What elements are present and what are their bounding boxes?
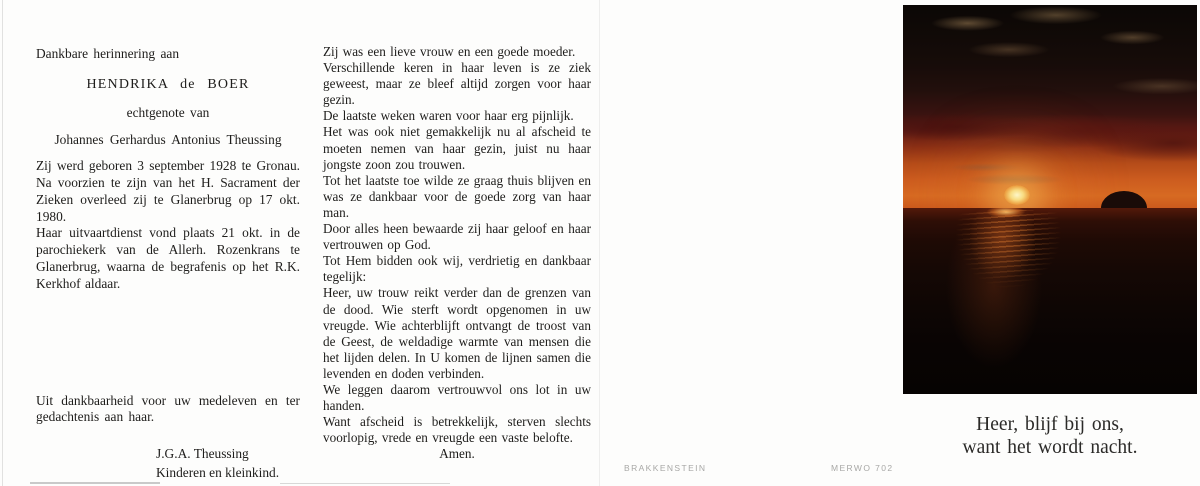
card-fold-seam	[599, 0, 600, 486]
deceased-name: HENDRIKA de BOER	[86, 76, 250, 92]
amen-line: Amen.	[439, 446, 475, 462]
memorial-paragraph: Verschillende keren in haar leven is ze ziek geweest, maar ze bleef altijd zorgen voor haar gezin.	[323, 60, 591, 108]
sun-reflection	[944, 210, 1067, 340]
print-code: MERWO 702	[831, 463, 894, 473]
funeral-paragraph: Haar uitvaartdienst vond plaats 21 okt. in de parochiekerk van de Allerh. Rozenkrans te Glanerbrug, waarna de begrafenis op het R.K. Kerkhof aldaar.	[36, 225, 300, 291]
scan-smudge	[280, 483, 450, 484]
remembrance-intro: Dankbare herinnering aan	[36, 46, 180, 61]
relation-label: echtgenote van	[126, 104, 210, 120]
memorial-left-panel	[36, 46, 300, 482]
sunset-photo	[903, 5, 1197, 394]
setting-sun	[1004, 185, 1030, 205]
memorial-paragraph: Zij was een lieve vrouw en een goede moeder.	[323, 44, 576, 59]
caption-line-2: want het wordt nacht.	[962, 437, 1138, 458]
prayer-paragraph: Heer, uw trouw reikt verder dan de grenzen van de dood. Wie sterft wordt opgenomen in uw vreugde. Wie achterblijft ontvangt de troost van de Geest, de weldadige warmte van mensen die het lijden delen. In U komen de lijnen samen die levenden en doden verbinden.	[323, 285, 591, 381]
spouse-name: Johannes Gerhardus Antonius Theussing	[54, 132, 282, 148]
memorial-paragraph: Tot Hem bidden ook wij, verdrietig en dankbaar tegelijk:	[323, 253, 591, 285]
scan-edge-line	[2, 0, 3, 486]
memorial-paragraph: De laatste weken waren voor haar erg pijnlijk.	[323, 108, 574, 124]
prayer-paragraph: We leggen daarom vertrouwvol ons lot in uw handen.	[323, 381, 591, 414]
caption-line-1: Heer, blijf bij ons,	[976, 414, 1124, 435]
thanks-paragraph: Uit dankbaarheid voor uw medeleven en ter gedachtenis aan haar.	[36, 392, 300, 425]
memorial-paragraph: Tot het laatste toe wilde ze graag thuis blijven en was ze dankbaar voor de goede zorg van haar man.	[323, 172, 591, 220]
signature-name: J.G.A. Theussing	[156, 446, 249, 462]
signature-block	[36, 444, 300, 482]
signature-family: Kinderen en kleinkind.	[156, 465, 280, 481]
memorial-middle-panel	[323, 44, 591, 462]
memorial-paragraph: Door alles heen bewaarde zij haar geloof en haar vertrouwen op God.	[323, 221, 591, 253]
birth-death-paragraph: Zij werd geboren 3 september 1928 te Gronau. Na voorzien te zijn van het H. Sacrament der Zieken overleed zij te Glanerbrug op 17 okt. 1980.	[36, 158, 300, 224]
cover-caption	[903, 413, 1197, 459]
memorial-paragraph: Het was ook niet gemakkelijk nu al afscheid te moeten nemen van haar gezin, juist nu haar jongste zoon zou trouwen.	[323, 124, 591, 172]
printer-credit: BRAKKENSTEIN	[624, 463, 707, 473]
sunset-sky	[903, 5, 1197, 208]
scan-smudge	[30, 482, 160, 484]
prayer-paragraph: Want afscheid is betrekkelijk, sterven slechts voorlopig, vrede en vreugde een vaste belofte.	[323, 414, 591, 446]
